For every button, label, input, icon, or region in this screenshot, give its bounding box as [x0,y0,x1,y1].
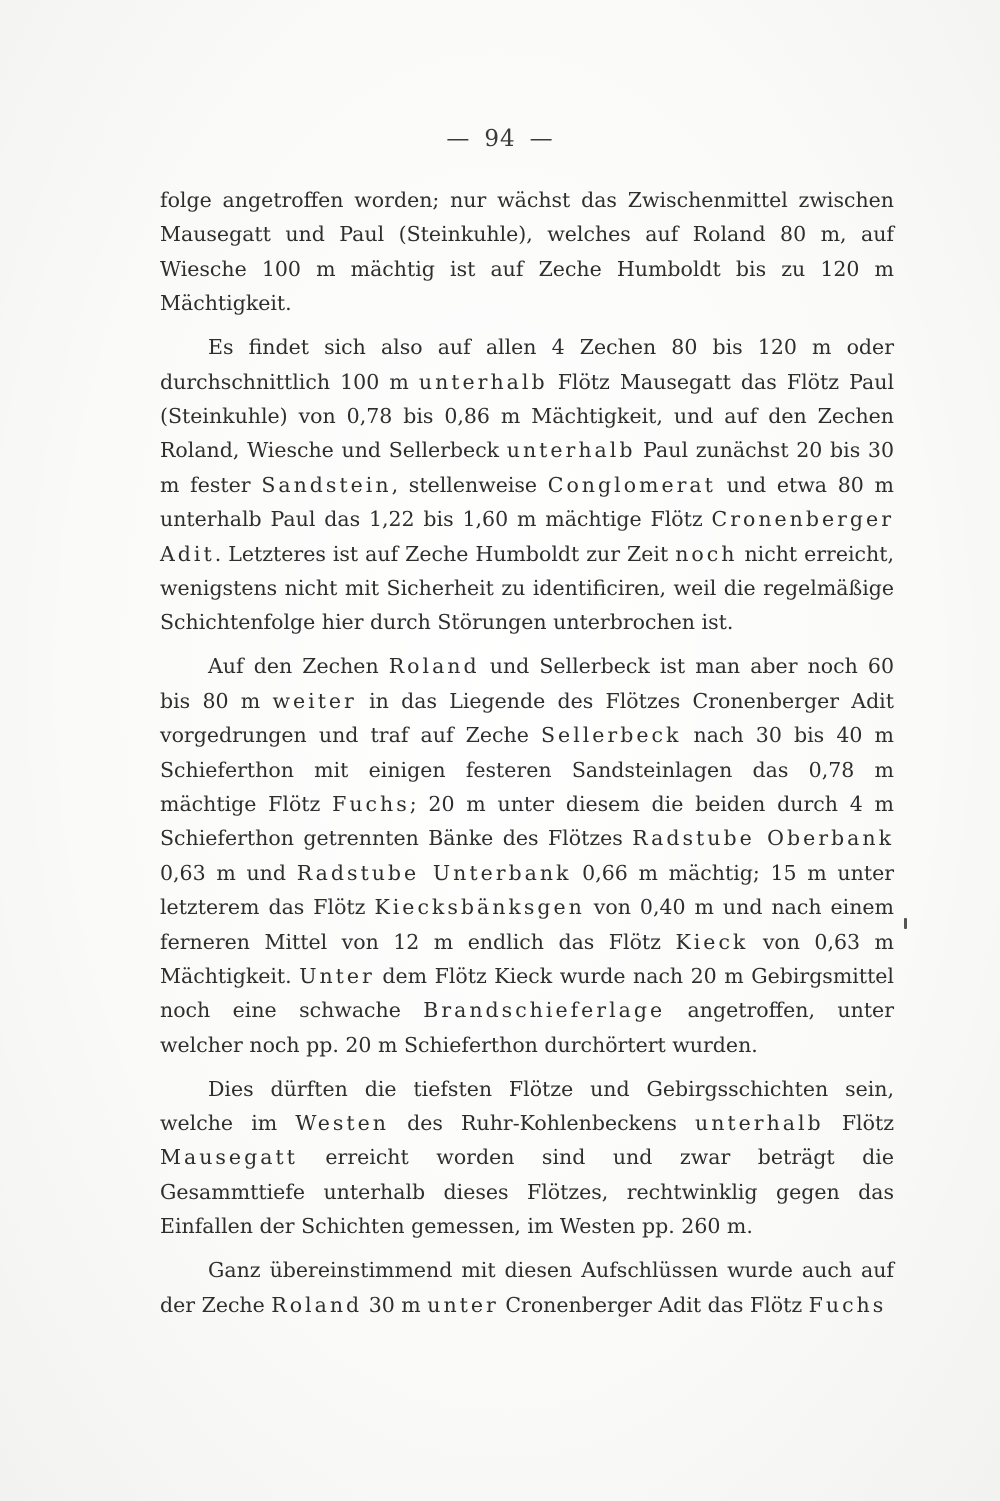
spaced-text: Brandschieferlage [423,998,666,1023]
spaced-text: Kieck [675,929,749,954]
text-segment: Flötz [823,1111,894,1136]
page-number-dash-right: — [529,126,554,152]
text-segment: Flötz Mausegatt das Flötz Paul (Steinkuhle) von 0,78 bis 0,86 m Mächtigkeit, und auf den Zechen Roland, Wiesche und Sellerbeck [160,369,894,463]
spaced-text: Roland [388,654,480,679]
spaced-text: Roland [271,1292,363,1317]
spaced-text: Mausegatt [160,1145,298,1170]
paragraph-3 [160,649,894,1062]
spaced-text: Conglomerat [547,472,716,497]
spaced-text: Fuchs [332,791,410,816]
text-segment: und etwa 80 m unterhalb Paul das 1,22 bis 1,60 m mächtige Flötz [160,472,894,532]
spaced-text: noch [675,541,738,566]
text-segment: nicht erreicht, wenigstens nicht mit Sicherheit zu identificiren, weil die regelmäßige Schichtenfolge hier durch Störungen unterbrochen ist. [160,541,894,635]
text-segment: 0,66 m mächtig; 15 m unter letzterem das Flötz [160,860,894,920]
spaced-text: Sandstein [261,472,392,497]
text-segment: 0,63 m und [160,860,297,885]
spaced-text: unterhalb [418,369,548,394]
stray-mark [904,918,907,929]
text-segment: Dies dürften die tiefsten Flötze und Gebirgsschichten sein, welche im [160,1076,894,1136]
paragraph-1 [160,183,894,321]
text-segment: in das Liegende des Flötzes Cronenberger Adit vorgedrungen und traf auf Zeche [160,688,894,748]
text-segment: von 0,40 m und nach einem ferneren Mittel von 12 m endlich das Flötz [160,895,894,954]
spaced-text: unter [427,1292,499,1317]
text-segment: . Letzteres ist auf Zeche Humboldt zur Zeit [214,541,676,566]
text-segment: 30 m [362,1292,428,1317]
spaced-text: Radstube Unterbank [296,860,572,885]
spaced-text: weiter [272,688,357,713]
text-segment: erreicht worden sind und zwar beträgt die Gesammttiefe unterhalb dieses Flötzes, rechtwinklig gegen das Einfallen der Schichten gemessen, im Westen pp. 260 m. [160,1145,894,1239]
text-segment: von 0,63 m Mächtigkeit. [160,929,894,988]
text-segment: Auf den Zechen [208,654,389,679]
text-segment: Cronenberger Adit das Flötz [498,1292,809,1317]
text-segment: , stellenweise [391,472,548,497]
text-segment: Paul zunächst 20 bis 30 m fester [160,438,894,497]
spaced-text: Cronenberger Adit [160,507,894,566]
body-text [160,183,894,1332]
paragraph-4 [160,1072,894,1244]
spaced-text: Sellerbeck [541,723,682,748]
spaced-text: Radstube Oberbank [632,826,894,851]
text-segment: Es findet sich also auf allen 4 Zechen 80 bis 120 m oder durchschnittlich 100 m [160,335,894,394]
spaced-text: Westen [295,1111,389,1136]
text-segment: nach 30 bis 40 m Schieferthon mit einigen festeren Sandsteinlagen das 0,78 m mächtige Flötz [160,723,894,816]
page-number [0,126,1000,152]
text-segment: und Sellerbeck ist man aber noch 60 bis 80 m [160,654,894,713]
spaced-text: Kiecksbänksgen [374,895,585,920]
page-number-dash-left: — [446,126,471,152]
paragraph-5 [160,1253,894,1322]
text-segment: angetroffen, unter welcher noch pp. 20 m Schieferthon durchörtert wurden. [160,998,894,1057]
spaced-text: Fuchs [808,1292,887,1317]
spaced-text: unterhalb [506,438,636,463]
paragraph-2 [160,330,894,640]
spaced-text: Unter [299,963,375,988]
text-segment: dem Flötz Kieck wurde nach 20 m Gebirgsmittel noch eine schwache [160,963,894,1023]
spaced-text: unterhalb [695,1111,824,1136]
text-segment: folge angetroffen worden; nur wächst das Zwischenmittel zwischen Mausegatt und Paul (Steinkuhle), welches auf Roland 80 m, auf Wiesche 100 m mächtig ist auf Zeche Humboldt bis zu 120 m Mächtigkeit. [160,188,894,316]
text-segment: des Ruhr-Kohlenbeckens [388,1111,695,1136]
text-segment: ; 20 m unter diesem die beiden durch 4 m Schieferthon getrennten Bänke des Flötzes [160,791,894,851]
text-segment: Ganz übereinstimmend mit diesen Aufschlüssen wurde auch auf der Zeche [160,1258,894,1317]
page-number-value: 94 [484,126,516,152]
